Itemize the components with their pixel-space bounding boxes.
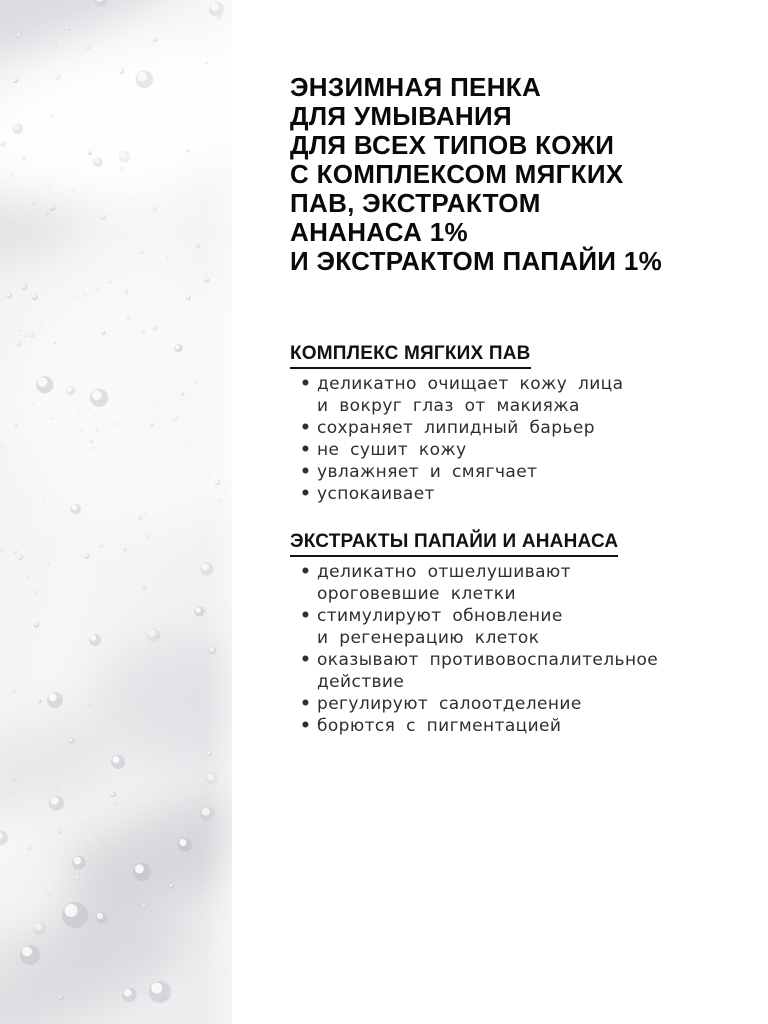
- bullet-line: • оказывают противовоспалительное: [317, 650, 659, 670]
- benefit-list: [290, 561, 720, 737]
- bullet-line: • деликатно отшелушивают: [317, 562, 571, 582]
- benefit-list: [290, 373, 720, 505]
- foam-texture-photo: [0, 0, 232, 1024]
- title-line: И ЭКСТРАКТОМ ПАПАЙИ 1%: [290, 246, 662, 276]
- list-item: [290, 439, 720, 461]
- bullet-line: • сохраняет липидный барьер: [317, 418, 595, 438]
- list-item: [290, 715, 720, 737]
- list-item: [290, 693, 720, 715]
- title-line: ДЛЯ УМЫВАНИЯ: [290, 101, 512, 131]
- section-heading: [290, 342, 720, 369]
- bullet-line: • борются с пигментацией: [317, 716, 562, 736]
- bullet-line: действие: [317, 672, 405, 692]
- list-item: [290, 649, 720, 693]
- section-surfactant-complex: [290, 342, 720, 505]
- title-line: ДЛЯ ВСЕХ ТИПОВ КОЖИ: [290, 130, 615, 160]
- list-item: [290, 483, 720, 505]
- bullet-line: • увлажняет и смягчает: [317, 462, 538, 482]
- list-item: [290, 561, 720, 605]
- bullet-line: • не сушит кожу: [317, 440, 467, 460]
- bullet-line: • регулируют салоотделение: [317, 694, 582, 714]
- list-item: [290, 417, 720, 439]
- bullet-line: • деликатно очищает кожу лица: [317, 374, 624, 394]
- content-column: [290, 0, 740, 1024]
- bullet-line: и вокруг глаз от макияжа: [317, 396, 580, 416]
- product-title: [290, 73, 662, 276]
- section-papaya-pineapple-extracts: [290, 530, 720, 737]
- bullet-line: • стимулируют обновление: [317, 606, 563, 626]
- list-item: [290, 605, 720, 649]
- section-heading: [290, 530, 720, 557]
- bullet-line: ороговевшие клетки: [317, 584, 516, 604]
- list-item: [290, 461, 720, 483]
- section-heading-text: КОМПЛЕКС МЯГКИХ ПАВ: [290, 342, 531, 369]
- section-heading-text: ЭКСТРАКТЫ ПАПАЙИ И АНАНАСА: [290, 530, 618, 557]
- title-line: АНАНАСА 1%: [290, 217, 468, 247]
- title-line: ЭНЗИМНАЯ ПЕНКА: [290, 72, 542, 102]
- bullet-line: и регенерацию клеток: [317, 628, 540, 648]
- title-line: ПАВ, ЭКСТРАКТОМ: [290, 188, 541, 218]
- title-line: С КОМПЛЕКСОМ МЯГКИХ: [290, 159, 624, 189]
- list-item: [290, 373, 720, 417]
- bullet-line: • успокаивает: [317, 484, 435, 504]
